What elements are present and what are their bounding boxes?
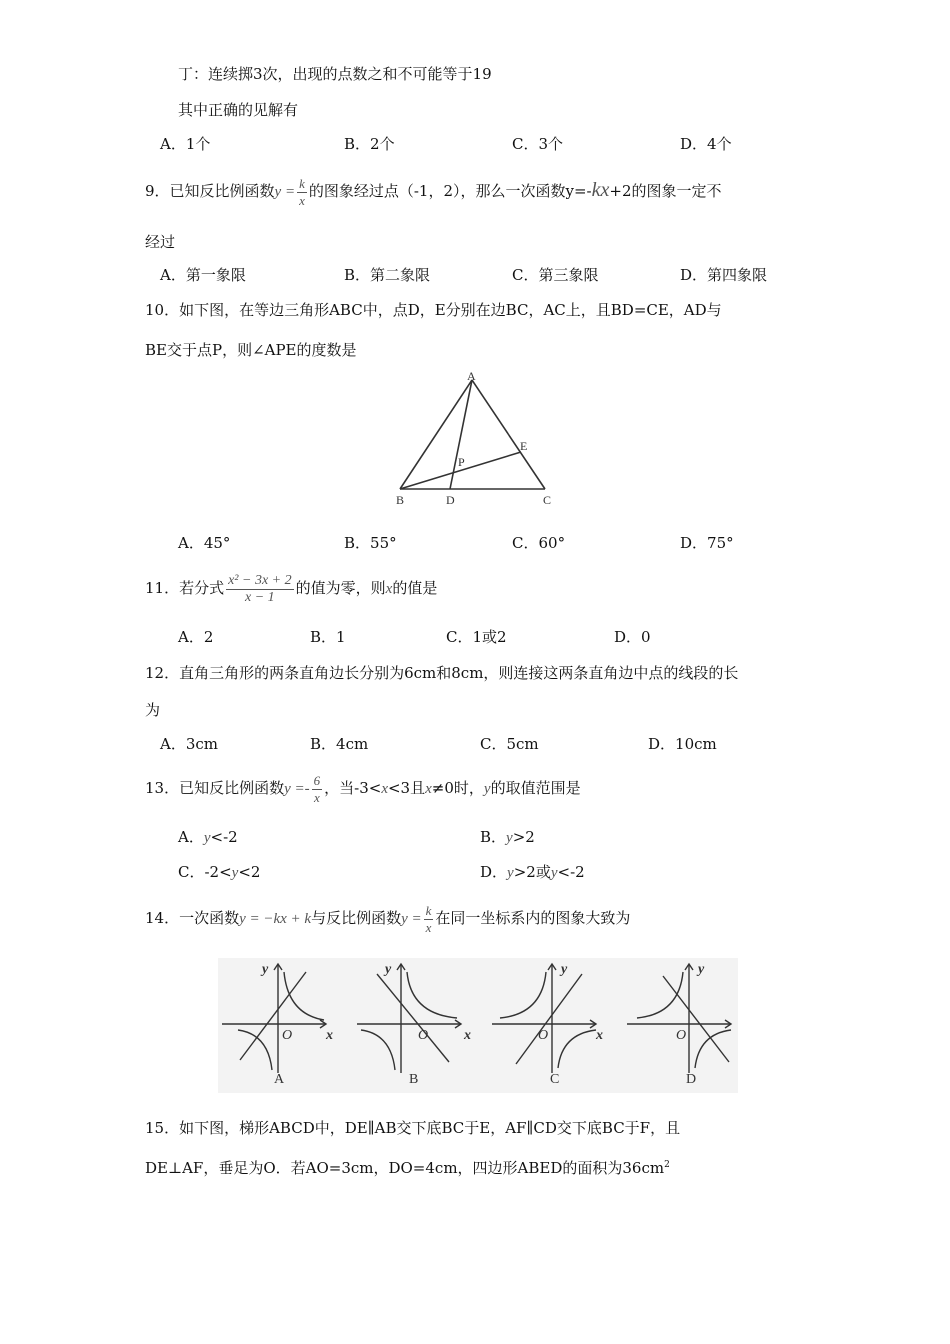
q13-y-eq: y =-	[284, 781, 310, 797]
q9-option-c[interactable]: C．第三象限	[512, 266, 599, 284]
q13-text-mid2: <3且	[387, 779, 426, 797]
q15-question-line2	[145, 1155, 670, 1178]
q14-frac-den: x	[425, 919, 432, 935]
q12-option-a[interactable]: A．3cm	[160, 735, 219, 753]
q9-frac-den: x	[299, 192, 305, 208]
q14-graph-a	[222, 964, 326, 1073]
q14-graph-c-label[interactable]: C	[550, 1072, 560, 1087]
q8-prompt: 其中正确的见解有	[178, 101, 299, 119]
q9-text-post: +2的图象一定不	[609, 182, 722, 200]
q14-text-mid: 与反比例函数	[311, 909, 402, 927]
q13-text-mid3: ≠0时，	[431, 779, 484, 797]
q9-frac-num: k	[299, 175, 305, 191]
q9-text-mid: 的图象经过点（-1，2），那么一次函数y=-	[308, 182, 592, 200]
q13-option-c[interactable]	[178, 862, 260, 883]
q11-var-x: x	[385, 581, 393, 597]
q9-option-d[interactable]: D．第四象限	[680, 266, 768, 284]
q13-text-post: 的取值范围是	[490, 779, 581, 797]
q8-option-c[interactable]: C．3个	[512, 135, 564, 153]
q13-var-y: y	[483, 781, 491, 797]
q11-text-mid: 的值为零，则	[295, 579, 386, 597]
q13-opt-b-text: >2	[512, 828, 535, 846]
q13-var-x1: x	[381, 781, 388, 797]
q9-question-line2: 经过	[145, 233, 176, 251]
q9-fraction	[297, 176, 307, 209]
q13-fraction	[312, 773, 323, 806]
q11-frac-den: x − 1	[245, 589, 275, 605]
q13-text-mid1: ，当-3<	[324, 779, 382, 797]
q14-text-pre: 14．一次函数	[145, 909, 240, 927]
q8-option-a[interactable]: A．1个	[160, 135, 211, 153]
q13-opt-d-var2: y	[550, 865, 558, 881]
q14-text-post: 在同一坐标系内的图象大致为	[435, 909, 631, 927]
q13-opt-c-text: <2	[238, 863, 261, 881]
q13-frac-num: 6	[313, 772, 321, 788]
q10-label-d: D	[446, 493, 455, 507]
q14-graph-b	[357, 964, 461, 1073]
q10-option-d[interactable]: D．75°	[680, 534, 734, 552]
q10-triangle-figure	[390, 368, 565, 510]
q13-opt-c-label: C．-2<	[178, 863, 232, 881]
q13-opt-d-mid: >2或	[513, 863, 551, 881]
q14-linear-function: y = −kx + k	[239, 911, 312, 927]
q9-text-pre: 9．已知反比例函数	[145, 182, 275, 200]
q13-option-a[interactable]	[178, 827, 238, 848]
q11-option-d[interactable]: D．0	[614, 628, 651, 646]
q11-option-a[interactable]: A．2	[178, 628, 214, 646]
q12-option-d[interactable]: D．10cm	[648, 735, 717, 753]
q13-opt-d-label: D．	[480, 863, 508, 881]
q13-opt-b-var: y	[506, 830, 513, 846]
q14-graph-c-x-label: x	[596, 1028, 603, 1043]
q11-text-post: 的值是	[392, 579, 438, 597]
q14-graph-a-x-label: x	[326, 1028, 333, 1043]
q9-kx: kx	[591, 179, 610, 201]
q13-option-d[interactable]	[480, 862, 585, 883]
q14-graph-a-label[interactable]: A	[274, 1072, 285, 1087]
q14-y-eq: y =	[401, 911, 422, 927]
q10-label-c: C	[543, 493, 552, 507]
q15-superscript: 2	[664, 1160, 670, 1170]
q14-graph-b-x-label: x	[464, 1028, 471, 1043]
q14-graph-d-label[interactable]: D	[686, 1072, 697, 1087]
q11-option-c[interactable]: C．1或2	[446, 628, 507, 646]
q14-graph-c-y-label: y	[561, 962, 568, 977]
q9-question	[145, 172, 722, 210]
q14-graph-c-origin: O	[538, 1028, 549, 1043]
q10-option-b[interactable]: B．55°	[344, 534, 397, 552]
q14-graph-c	[492, 964, 596, 1073]
q10-label-a: A	[467, 369, 476, 383]
q11-option-b[interactable]: B．1	[310, 628, 346, 646]
q12-question-line2: 为	[145, 701, 161, 719]
q14-graph-a-origin: O	[282, 1028, 293, 1043]
q13-opt-a-text: <-2	[210, 828, 238, 846]
q12-question-line1: 12．直角三角形的两条直角边长分别为6cm和8cm，则连接这两条直角边中点的线段的长	[145, 664, 739, 682]
q10-question-line1: 10．如下图，在等边三角形ABC中，点D，E分别在边BC，AC上，且BD=CE，AD与	[145, 301, 722, 319]
q9-option-a[interactable]: A．第一象限	[160, 266, 246, 284]
q13-opt-b-label: B．	[480, 828, 507, 846]
q12-option-b[interactable]: B．4cm	[310, 735, 369, 753]
q12-option-c[interactable]: C．5cm	[480, 735, 539, 753]
q9-option-b[interactable]: B．第二象限	[344, 266, 431, 284]
q8-option-b[interactable]: B．2个	[344, 135, 395, 153]
q10-side-ac	[472, 380, 545, 489]
q10-option-a[interactable]: A．45°	[178, 534, 231, 552]
q14-question	[145, 898, 630, 939]
q14-frac-num: k	[425, 902, 432, 918]
q14-fraction	[424, 903, 434, 936]
q13-var-x2: x	[425, 781, 432, 797]
q13-opt-d-text: <-2	[557, 863, 585, 881]
q10-label-p: P	[458, 455, 465, 469]
q13-opt-a-label: A．	[178, 828, 204, 846]
q13-opt-c-var: y	[231, 865, 239, 881]
q11-text-pre: 11．若分式	[145, 579, 225, 597]
q14-graphs	[218, 958, 738, 1093]
q10-label-e: E	[520, 439, 528, 453]
q13-opt-a-var: y	[203, 830, 211, 846]
q14-graph-b-label[interactable]: B	[409, 1072, 419, 1087]
q13-text-pre: 13．已知反比例函数	[145, 779, 285, 797]
q14-graph-a-y-label: y	[262, 962, 269, 977]
q14-graph-d	[627, 964, 731, 1073]
q14-graph-d-y-label: y	[698, 962, 705, 977]
q8-ding-statement: 丁：连续掷3次，出现的点数之和不可能等于19	[178, 65, 492, 83]
q8-option-d[interactable]: D．4个	[680, 135, 732, 153]
q11-fraction	[226, 573, 294, 606]
q14-graph-strip	[218, 958, 738, 1093]
q14-graph-d-origin: O	[676, 1028, 687, 1043]
q13-option-b[interactable]	[480, 827, 535, 848]
q13-opt-d-var1: y	[507, 865, 514, 881]
q15-question-line1: 15．如下图，梯形ABCD中，DE∥AB交下底BC于E，AF∥CD交下底BC于F，且	[145, 1119, 681, 1137]
q10-question-line2: BE交于点P，则∠APE的度数是	[145, 341, 357, 359]
q11-frac-num: x² − 3x + 2	[228, 572, 292, 588]
q14-graph-b-y-label: y	[385, 962, 392, 977]
q13-question	[145, 768, 581, 809]
q14-graph-b-origin: O	[418, 1028, 429, 1043]
q11-question	[145, 568, 437, 609]
q10-label-b: B	[396, 493, 405, 507]
q9-y-eq: y =	[274, 184, 296, 200]
q10-option-c[interactable]: C．60°	[512, 534, 566, 552]
q13-frac-den: x	[313, 789, 320, 805]
q15-line2-text: DE⊥AF，垂足为O．若AO=3cm，DO=4cm，四边形ABED的面积为36cm	[145, 1159, 665, 1177]
